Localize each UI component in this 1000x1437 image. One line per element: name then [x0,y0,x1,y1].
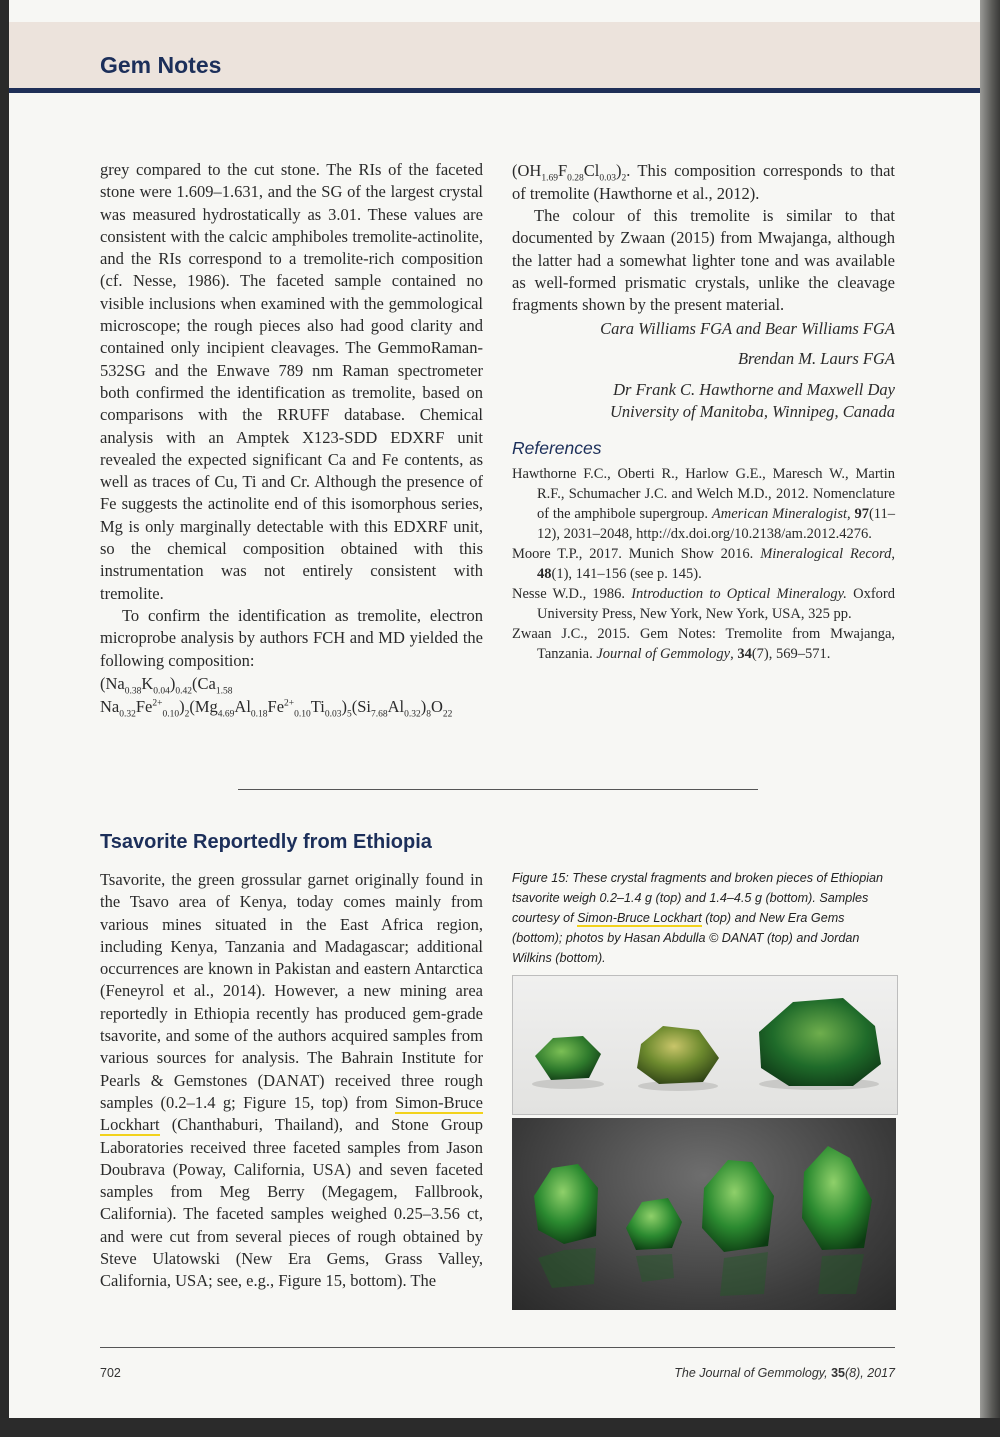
header-rule [9,88,980,93]
gem-piece [702,1160,774,1252]
reference-item: Hawthorne F.C., Oberti R., Harlow G.E., Maresch W., Martin R.F., Schumacher J.C. and Welch M.D., 2012. Nomenclature of the amphibole supergroup. American Mineralogist, 97(11–12), 2031–2048, http://dx.doi.org/10.2138/am.2012.4276. [512,465,895,542]
reference-item: Zwaan J.C., 2015. Gem Notes: Tremolite from Mwajanga, Tanzania. Journal of Gemmology, 34(7), 569–571. [512,625,895,662]
figure-photo-top [512,975,898,1115]
right-column [512,159,895,664]
figure-caption: Figure 15: These crystal fragments and broken pieces of Ethiopian tsavorite weigh 0.2–1.4 g (top) and 1.4–4.5 g (bottom). Samples courtesy of Simon-Bruce Lockhart (top) and New Era Gems (bottom); photos by Hasan Abdulla © DANAT (top) and Jordan Wilkins (bottom). [512,871,884,965]
gem-piece [802,1146,872,1250]
gem-reflection [720,1252,768,1296]
gem-piece [626,1198,682,1250]
left-column [100,159,483,718]
paragraph: grey compared to the cut stone. The RIs of the faceted stone were 1.609–1.631, and the SG of the largest crystal was measured hydrostatically as 3.01. These values are consistent with the calcic amphiboles tremolite-actinolite, and the RIs correspond to a tremolite-rich composition (cf. Nesse, 1986). The faceted sample contained no visible inclusions when examined with the gemmological microscope; the rough pieces also had good clarity and contained only incipient cleavages. The GemmoRaman-532SG and the Enwave 789 nm Raman spectrometer both confirmed the identification as tremolite, based on comparisons with the RRUFF database. Chemical analysis with an Amptek X123-SDD EDXRF unit revealed the expected significant Ca and Fe contents, as well as traces of Cu, Ti and Cr. Although the presence of Fe suggests the actinolite end of this isomorphous series, Mg is only marginally detectable with this EDXRF unit, so the chemical composition obtained with this instrumentation was not entirely consistent with tremolite. [100,160,483,603]
highlighted-name: Simon-Bruce Lockhart [577,911,702,925]
highlighted-name: Simon-Bruce Lockhart [100,1092,483,1135]
author-signature: Dr Frank C. Hawthorne and Maxwell Day [613,380,895,400]
gem-reflection [818,1254,864,1294]
section-separator [238,789,758,790]
paragraph: Tsavorite, the green grossular garnet originally found in the Tsavo area of Kenya, today comes mainly from various mines situated in the East Africa region, including Kenya, Tanzania and Madagascar; additional occurrences are known in Pakistan and eastern Antarctica (Feneyrol et al., 2014). However, a new mining area reportedly in Ethiopia recently has produced gem-grade tsavorite, and some of the authors acquired samples from various sources for analysis. The Bahrain Institute for Pearls & Gemstones (DANAT) received three rough samples (0.2–1.4 g; Figure 15, top) from Simon-Bruce Lockhart (Chanthaburi, Thailand), and Stone Group Laboratories received three faceted samples from Jason Doubrava (Poway, California, USA) and seven faceted samples from Meg Berry (Megagem, Fallbrook, California). The faceted samples weighed 0.25–3.56 ct, and were cut from several pieces of rough obtained by Steve Ulatowski (New Era Gems, Grass Valley, California, USA; see, e.g., Figure 15, bottom). The [100,870,483,1291]
paragraph-continued: $(OH_{1.69}F_{0.28}Cl_{0.03})_2$. This composition corresponds to that of tremolite (Hawthorne et al., 2012). [512,161,895,203]
gem-reflection [636,1254,674,1282]
gem-rough-large [759,998,881,1086]
page-right-edge [980,0,1000,1437]
gem-rough-small [535,1036,601,1080]
page-number: 702 [100,1366,121,1380]
rough-tsavorite-photo [513,976,897,1114]
chemical-formula-line2: $Na_{0.32}Fe^{2+}_{0.10})_2(Mg_{4.69}Al_{0.18}Fe^{2+}_{0.10}Ti_{0.03})_5(Si_{7.68}Al_{0.32})_8O_{22}$ [100,696,453,720]
page-gutter-shadow [0,0,9,1437]
gem-piece [534,1164,598,1244]
author-signature: Brendan M. Laurs FGA [737,349,895,369]
tsavorite-column [100,869,483,1293]
gem-rough-medium [637,1026,719,1084]
paragraph: The colour of this tremolite is similar to that documented by Zwaan (2015) from Mwajanga, although the latter had a somewhat lighter tone and was available as well-formed prismatic crystals, unlike the cleavage fragments shown by the present material. [512,206,895,315]
footer-rule [100,1347,895,1348]
figure-photo-bottom [512,1118,896,1310]
tsavorite-pieces-photo [512,1118,896,1310]
gem-shadow [532,1079,604,1089]
gem-reflection [538,1248,596,1288]
reference-item: Nesse W.D., 1986. Introduction to Optical Mineralogy. Oxford University Press, New York, New York, USA, 325 pp. [512,585,895,622]
chemical-formula-line1: $(Na_{0.38}K_{0.04})_{0.42}(Ca_{1.58}$ [100,673,233,697]
section-header-title: Gem Notes [100,52,222,78]
author-affiliation: University of Manitoba, Winnipeg, Canada [609,402,895,422]
article-title: Tsavorite Reportedly from Ethiopia [100,831,432,853]
journal-citation: The Journal of Gemmology, 35(8), 2017 [674,1366,895,1380]
page-bottom-edge [0,1418,1000,1437]
paragraph: To confirm the identification as tremolite, electron microprobe analysis by authors FCH and MD yielded the following composition: [100,605,483,670]
reference-item: Moore T.P., 2017. Munich Show 2016. Mineralogical Record, 48(1), 141–156 (see p. 145). [512,545,896,582]
author-signature: Cara Williams FGA and Bear Williams FGA [600,319,895,339]
references-heading: References [512,438,602,459]
